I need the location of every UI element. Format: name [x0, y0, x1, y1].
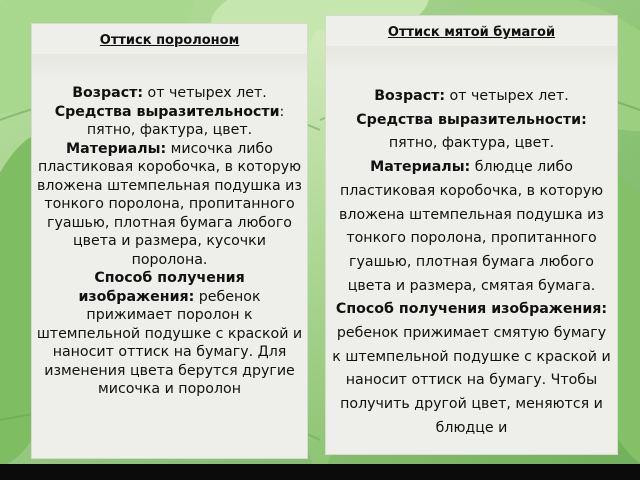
materials-value: мисочка либо пластиковая коробочка, в которую вложена штемпельная подушка из тонкого поролона, пропитанного гуашью, плотная бумага любого цвета и размера, кусочки поролона.: [37, 140, 302, 268]
card-sponge-print: [31, 23, 308, 459]
method-value: ребенок прижимает смятую бумагу к штемпельной подушке с краской и наносит оттиск на бумагу. Чтобы получить другой цвет, меняются и блюдце и: [332, 325, 611, 436]
card-body: [332, 85, 611, 441]
means-value: : пятно, фактура, цвет.: [86, 103, 285, 138]
card-title: Оттиск мятой бумагой: [387, 25, 556, 40]
means-value: пятно, фактура, цвет.: [388, 135, 555, 152]
means-line: [332, 109, 611, 156]
materials-line: [332, 156, 611, 298]
age-line: [36, 84, 303, 103]
age-label: Возраст:: [374, 88, 446, 104]
age-line: [332, 85, 611, 109]
materials-line: [36, 140, 303, 270]
means-label: Средства выразительности:: [356, 111, 587, 128]
means-line: [36, 103, 303, 140]
card-title: Оттиск поролоном: [99, 33, 240, 48]
card-crumpled-paper-print: [325, 15, 618, 455]
method-label: Способ получения изображения:: [78, 270, 245, 305]
age-value: от четырех лет.: [445, 88, 569, 104]
method-label: Способ получения изображения:: [335, 301, 608, 318]
materials-label: Материалы:: [66, 140, 167, 157]
materials-value: блюдце либо пластиковая коробочка, в которую вложена штемпельная подушка из тонкого поролона, пропитанного гуашью, плотная бумага любого цвета и размера, смятая бумага.: [339, 159, 604, 294]
card-body: [36, 84, 303, 399]
bottom-bar: [0, 464, 640, 480]
materials-label: Материалы:: [370, 159, 471, 176]
means-label: Средства выразительности: [54, 103, 280, 120]
method-line: [36, 269, 303, 399]
age-label: Возраст:: [72, 85, 144, 101]
age-value: от четырех лет.: [143, 85, 267, 101]
method-value: ребенок прижимает поролон к штемпельной подушке с краской и наносит оттиск на бумагу. Для изменения цвета берутся другие мисочка и поролон: [36, 288, 303, 397]
method-line: [332, 298, 611, 440]
